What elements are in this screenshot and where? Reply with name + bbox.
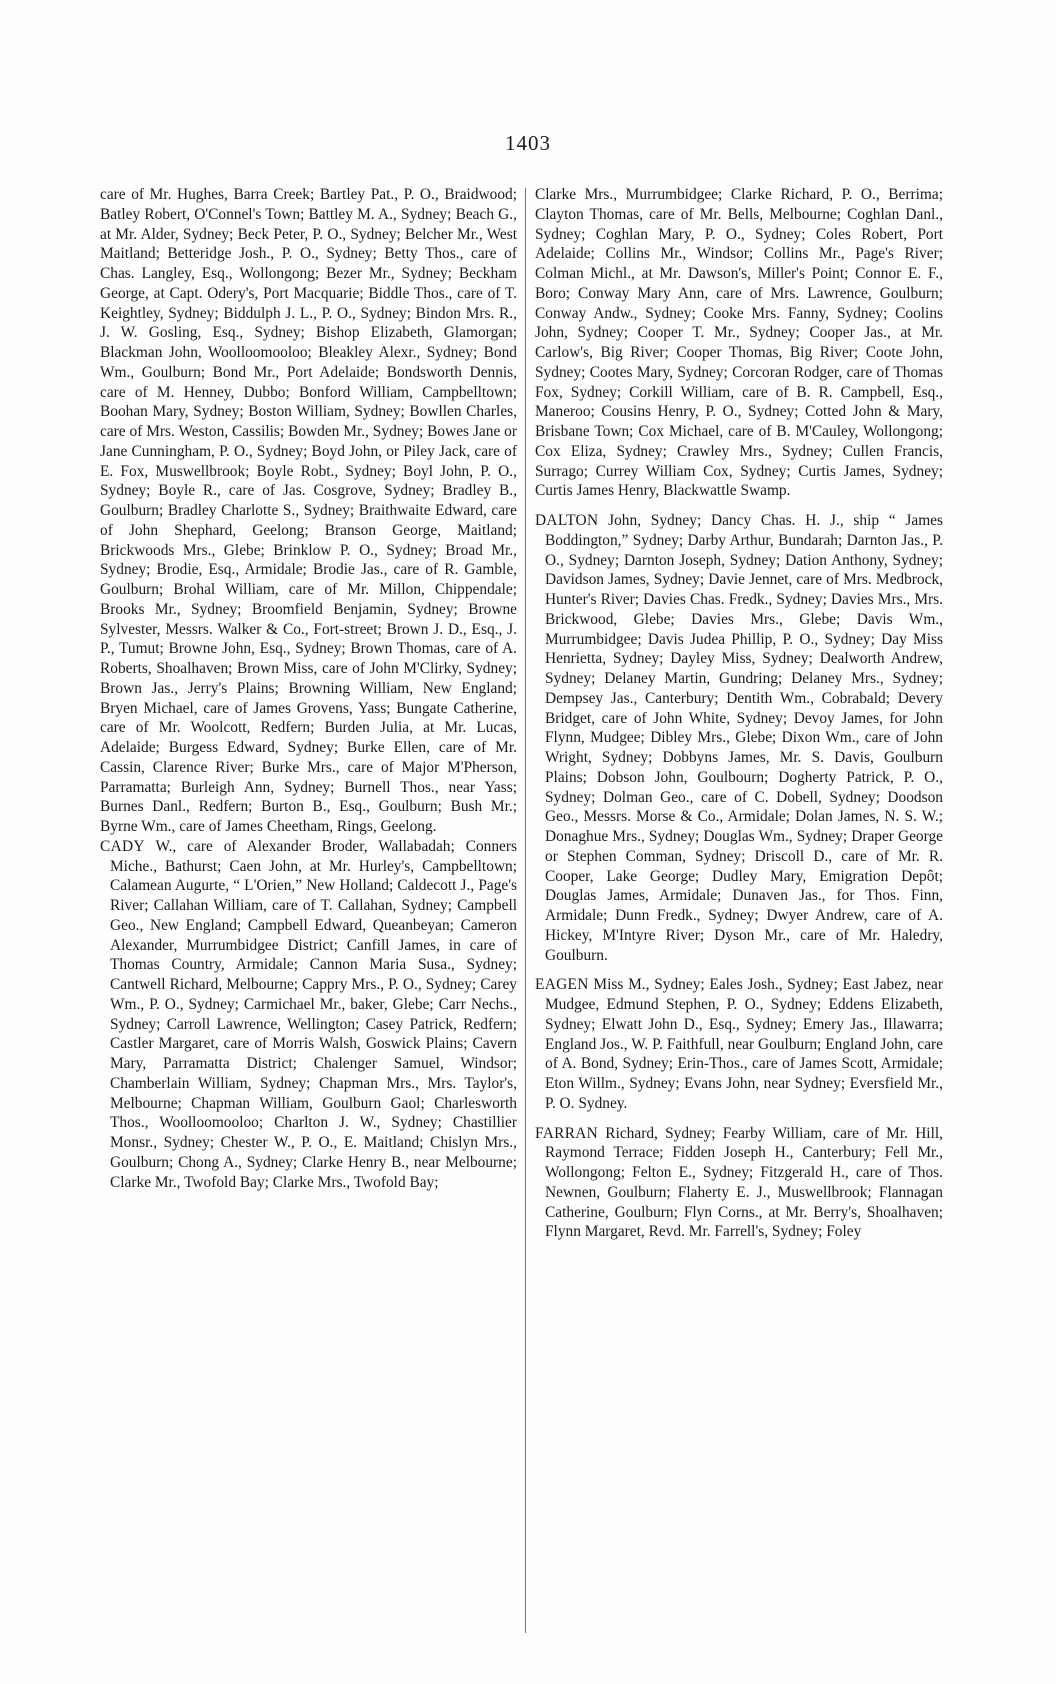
right-continuation-text: Clarke Mrs., Murrumbidgee; Clarke Richard, P. O., Berrima; Clayton Thomas, care of Mr. Bells, Melbourne; Coghlan Danl., Sydney; Coghlan Mary, P. O., Sydney; Coles Robert, Port Adelaide; Collins Mr., Windsor; Collins Mr., Page's River; Colman Michl., at Mr. Dawson's, Miller's Point; Connor E. F., Boro; Conway Mary Ann, care of Mrs. Lawrence, Goulburn; Conway Andw., Sydney; Cooke Mrs. Fanny, Sydney; Coolins John, Sydney; Cooper T. Mr., Sydney; Cooper Jas., at Mr. Carlow's, Big River; Cooper Thomas, Big River; Coote John, Sydney; Cootes Mary, Sydney; Corcoran Rodger, care of Thomas Fox, Sydney; Corkill William, care of B. R. Campbell, Esq., Maneroo; Cousins Henry, P. O., Sydney; Cotted John & Mary, Brisbane Town; Cox Michael, care of B. M'Cauley, Wollongong; Cox Eliza, Sydney; Crawley Mrs., Sydney; Cullen Francis, Surrago; Currey William Cox, Sydney; Curtis James, Sydney; Curtis James Henry, Blackwattle Swamp. bbox=[535, 186, 943, 500]
entry-eagen bbox=[535, 975, 943, 1113]
entry-text: John, Sydney; Dancy Chas. H. J., ship “ James Boddington,” Sydney; Darby Arthur, Bundarah; Darnton Jas., P. O., Sydney; Darnton Joseph, Sydney; Dation Anthony, Sydney; Davidson James, Sydney; Davie Jennet, care of Mrs. Medbrock, Hunter's River; Davies Chas. Fredk., Sydney; Davies Mrs., Mrs. Brickwood, Glebe; Davies Mrs., Glebe; Davis Wm., Murrumbidgee; Davis Judea Phillip, P. O., Sydney; Day Miss Henrietta, Sydney; Dayley Miss, Sydney; Dealworth Andrew, Sydney; Delaney Martin, Gundring; Delaney Mrs., Sydney; Dempsey Jas., Canterbury; Dentith Wm., Cobrabald; Devery Bridget, care of John White, Sydney; Devoy James, for John Flynn, Mudgee; Dibley Mrs., Glebe; Dixon Wm., care of John Wright, Sydney; Dobbyns James, Mr. S. Davis, Goulburn Plains; Dobson John, Goulbourn; Dogherty Patrick, P. O., Sydney; Dolman Geo., care of C. Dobell, Sydney; Doodson Geo., Messrs. Morse & Co., Armidale; Dolan James, N. S. W.; Donaghue Mrs., Sydney; Douglas Wm., Sydney; Draper George or Stephen Comman, Sydney; Driscoll D., care of Mr. R. Cooper, Lake George; Dudley Mary, Emigration Depôt; Douglas James, Armidale; Dunaven Jas., for Thos. Finn, Armidale; Dunn Fredk., Sydney; Dwyer Andrew, care of A. Hickey, M'Intyre River; Dyson Mr., care of Mr. Haledry, Goulburn. bbox=[545, 512, 943, 964]
entry-heading: CADY bbox=[100, 837, 145, 855]
entry-text: Miss M., Sydney; Eales Josh., Sydney; East Jabez, near Mudgee, Edmund Stephen, P. O., Sydney; Eddens Elizabeth, Sydney; Elwatt John D., Esq., Sydney; Emery Jas., Illawarra; England Jos., W. P. Faithfull, near Goulburn; England John, care of A. Bond, Sydney; Erin-Thos., care of James Scott, Armidale; Eton Willm., Sydney; Evans John, near Sydney; Eversfield Mr., P. O. Sydney. bbox=[545, 976, 943, 1112]
entry-farran bbox=[535, 1124, 943, 1243]
entry-text: Richard, Sydney; Fearby William, care of Mr. Hill, Raymond Terrace; Fidden Joseph H., Canterbury; Fell Mr., Wollongong; Felton E., Sydney; Fitzgerald H., care of Thos. Newnen, Goulburn; Flaherty E. J., Muswellbrook; Flannagan Catherine, Goulburn; Flyn Corns., at Mr. Berry's, Shoalhaven; Flynn Margaret, Revd. Mr. Farrell's, Sydney; Foley bbox=[545, 1124, 943, 1241]
column-divider bbox=[525, 188, 526, 1633]
right-column bbox=[535, 185, 943, 1242]
entry-text: W., care of Alexander Broder, Wallabadah; Conners Miche., Bathurst; Caen John, at Mr. Hurley's, Campbelltown; Calamean Augurte, “ L'Orien,” New Holland; Caldecott J., Page's River; Callahan William, care of T. Callahan, Sydney; Campbell Geo., New England; Campbell Edward, Queanbeyan; Cameron Alexander, Murrumbidgee District; Canfill James, in care of Thomas Country, Armidale; Cannon Maria Susa., Sydney; Cantwell Richard, Melbourne; Cappry Mrs., P. O., Sydney; Carey Wm., P. O., Sydney; Carmichael Mr., baker, Glebe; Carr Nechs., Sydney; Carroll Lawrence, Wellington; Casey Patrick, Redfern; Castler Margaret, care of Morris Walsh, Goswick Plains; Cavern Mary, Parramatta District; Chalenger Samuel, Windsor; Chamberlain William, Sydney; Chapman Mrs., Mrs. Taylor's, Melbourne; Chapman William, Goulburn Gaol; Charlesworth Thos., Woolloomooloo; Charlton J. W., Sydney; Chastillier Monsr., Sydney; Chester W., P. O., E. Maitland; Chislyn Mrs., Goulburn; Chong A., Sydney; Clarke Henry B., near Melbourne; Clarke Mr., Twofold Bay; Clarke Mrs., Twofold Bay; bbox=[110, 837, 517, 1191]
entry-dalton bbox=[535, 511, 943, 965]
entry-heading: EAGEN bbox=[535, 976, 589, 994]
left-continuation-text: care of Mr. Hughes, Barra Creek; Bartley Pat., P. O., Braidwood; Batley Robert, O'Connel's Town; Battley M. A., Sydney; Beach G., at Mr. Alder, Sydney; Beck Peter, P. O., Sydney; Belcher Mr., West Maitland; Betteridge Josh., P. O., Sydney; Betty Thos., care of Chas. Langley, Esq., Wollongong; Bezer Mr., Sydney; Beckham George, at Capt. Odery's, Port Macquarie; Biddle Thos., care of T. Keightley, Sydney; Biddulph J. L., P. O., Sydney; Bindon Mrs. R., J. W. Gosling, Esq., Sydney; Bishop Elizabeth, Glamorgan; Blackman John, Woolloomooloo; Bleakley Alexr., Sydney; Bond Wm., Goulburn; Bond Mr., Port Adelaide; Bondsworth Dennis, care of M. Henney, Dubbo; Bonford William, Campbelltown; Boohan Mary, Sydney; Boston William, Sydney; Bowllen Charles, care of Mrs. Weston, Cassilis; Bowden Mr., Sydney; Bowes Jane or Jane Cunningham, P. O., Sydney; Boyd John, or Piley Jack, care of E. Fox, Muswellbrook; Boyle Robt., Sydney; Boyl John, P. O., Sydney; Boyle R., care of Jas. Cosgrove, Sydney; Bradley B., Goulburn; Bradley Charlotte S., Sydney; Braithwaite Edward, care of John Shephard, Geelong; Branson George, Maitland; Brickwoods Mrs., Glebe; Brinklow P. O., Sydney; Broad Mr., Sydney; Brodie, Esq., Armidale; Brodie Jas., care of R. Gamble, Goulburn; Brohal William, care of Mr. Millon, Chippendale; Brooks Mr., Sydney; Broomfield Benjamin, Sydney; Browne Sylvester, Messrs. Walker & Co., Fort-street; Brown J. D., Esq., J. P., Tumut; Browne John, Esq., Sydney; Brown Thomas, care of A. Roberts, Shoalhaven; Brown Miss, care of John M'Clirky, Sydney; Brown Jas., Jerry's Plains; Browning William, New England; Bryen Michael, care of James Grovens, Yass; Bungate Catherine, care of Mr. Woolcott, Redfern; Burden Julia, at Mr. Lucas, Adelaide; Burgess Edward, Sydney; Burke Ellen, care of Mr. Cassin, Clarence River; Burke Mrs., care of Major M'Pherson, Parramatta; Burleigh Ann, Sydney; Burnell Thos., near Yass; Burnes Danl., Redfern; Burton B., Esq., Goulburn; Bush Mr.; Byrne Wm., care of James Cheetham, Rings, Geelong. bbox=[100, 186, 517, 835]
entry-heading: DALTON bbox=[535, 512, 599, 529]
left-column bbox=[100, 185, 517, 1192]
entry-heading: FARRAN bbox=[535, 1124, 599, 1142]
page-number: 1403 bbox=[505, 131, 551, 155]
entry-cady bbox=[100, 837, 517, 1193]
